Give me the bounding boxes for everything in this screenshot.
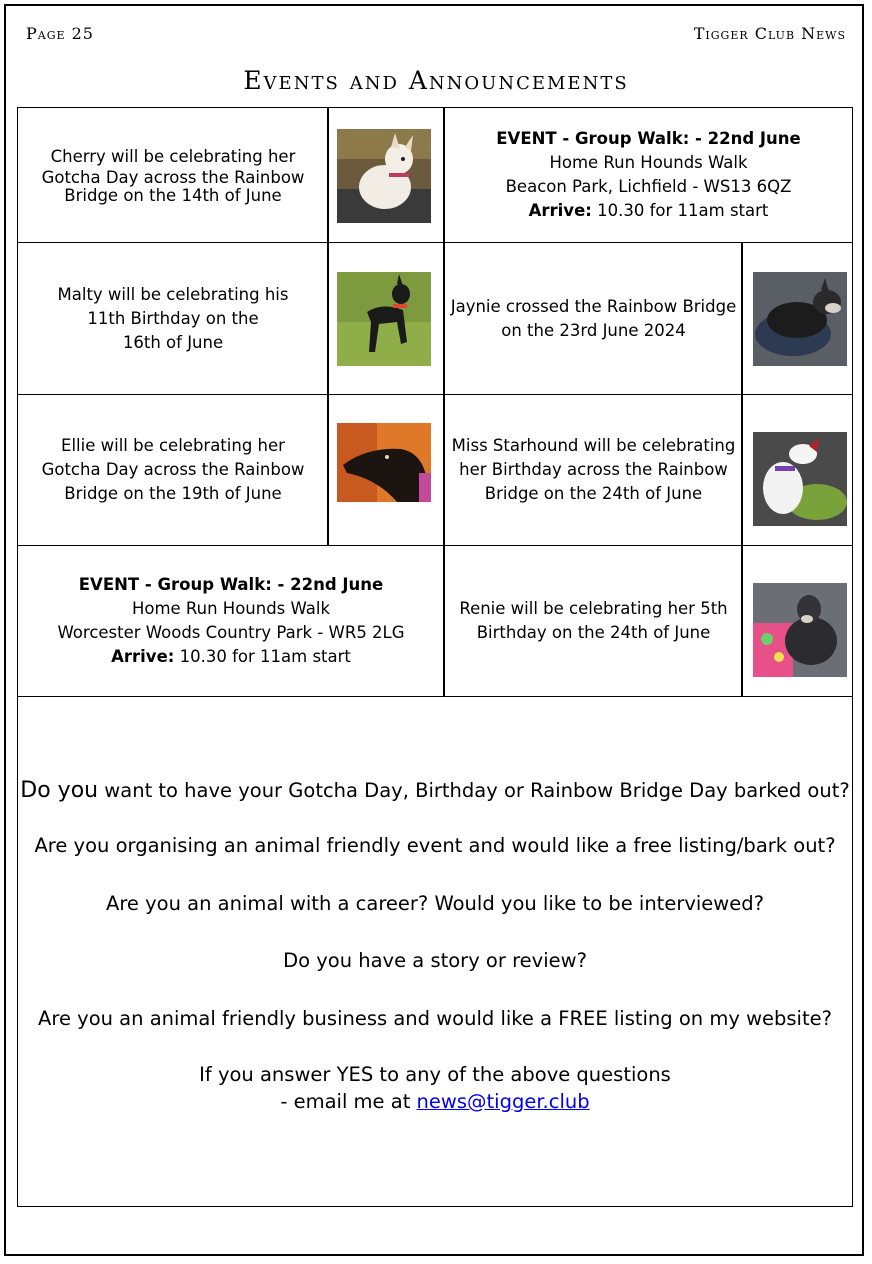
dog-photo-cherry (337, 129, 431, 223)
announcement-renie: Renie will be celebrating her 5th Birthday on the 24th of June (459, 599, 728, 642)
promo-question-barkout: want to have your Gotcha Day, Birthday or Rainbow Bridge Day barked out? (98, 779, 850, 802)
promo-question-business: Are you an animal friendly business and would like a FREE listing on my website? (38, 1007, 832, 1030)
event-beacon-park: EVENT - Group Walk: - 22nd June Home Run Hounds Walk Beacon Park, Lichfield - WS13 6QZ Arrive: 10.30 for 11am start (496, 129, 801, 220)
promo-question-story: Do you have a story or review? (283, 949, 587, 972)
dog-photo-ellie (337, 423, 431, 502)
promo-question-career: Are you an animal with a career? Would you like to be interviewed? (106, 892, 764, 915)
announcement-miss-starhound: Miss Starhound will be celebrating her Birthday across the Rainbow Bridge on the 24th of June (451, 436, 736, 503)
announcement-ellie: Ellie will be celebrating her Gotcha Day across the Rainbow Bridge on the 19th of June (41, 436, 305, 503)
page-number: Page 25 (26, 24, 94, 43)
dog-photo-jaynie (753, 272, 847, 366)
promo-question-lead: Do you (20, 778, 99, 803)
announcement-malty: Malty will be celebrating his 11th Birthday on the 16th of June (57, 284, 289, 352)
dog-photo-miss-starhound (753, 432, 847, 526)
event-worcester-woods: EVENT - Group Walk: - 22nd June Home Run Hounds Walk Worcester Woods Country Park - WR5 2LG Arrive: 10.30 for 11am start (57, 575, 405, 666)
promo-answer-yes: If you answer YES to any of the above questions (199, 1063, 671, 1086)
promo-section (17, 696, 853, 1113)
announcement-cherry: Cherry will be celebrating her Gotcha Day across the Rainbow Bridge on the 14th of June (41, 147, 305, 205)
publication-name: Tigger Club News (693, 24, 846, 43)
section-title: Events and Announcements (243, 66, 629, 95)
promo-question-event: Are you organising an animal friendly event and would like a free listing/bark out? (34, 834, 836, 857)
dog-photo-renie (753, 583, 847, 677)
announcement-jaynie: Jaynie crossed the Rainbow Bridge on the 23rd June 2024 (450, 296, 737, 340)
email-link[interactable]: news@tigger.club (416, 1090, 590, 1113)
dog-photo-malty (337, 272, 431, 366)
promo-email-prefix: - email me at (280, 1090, 417, 1113)
